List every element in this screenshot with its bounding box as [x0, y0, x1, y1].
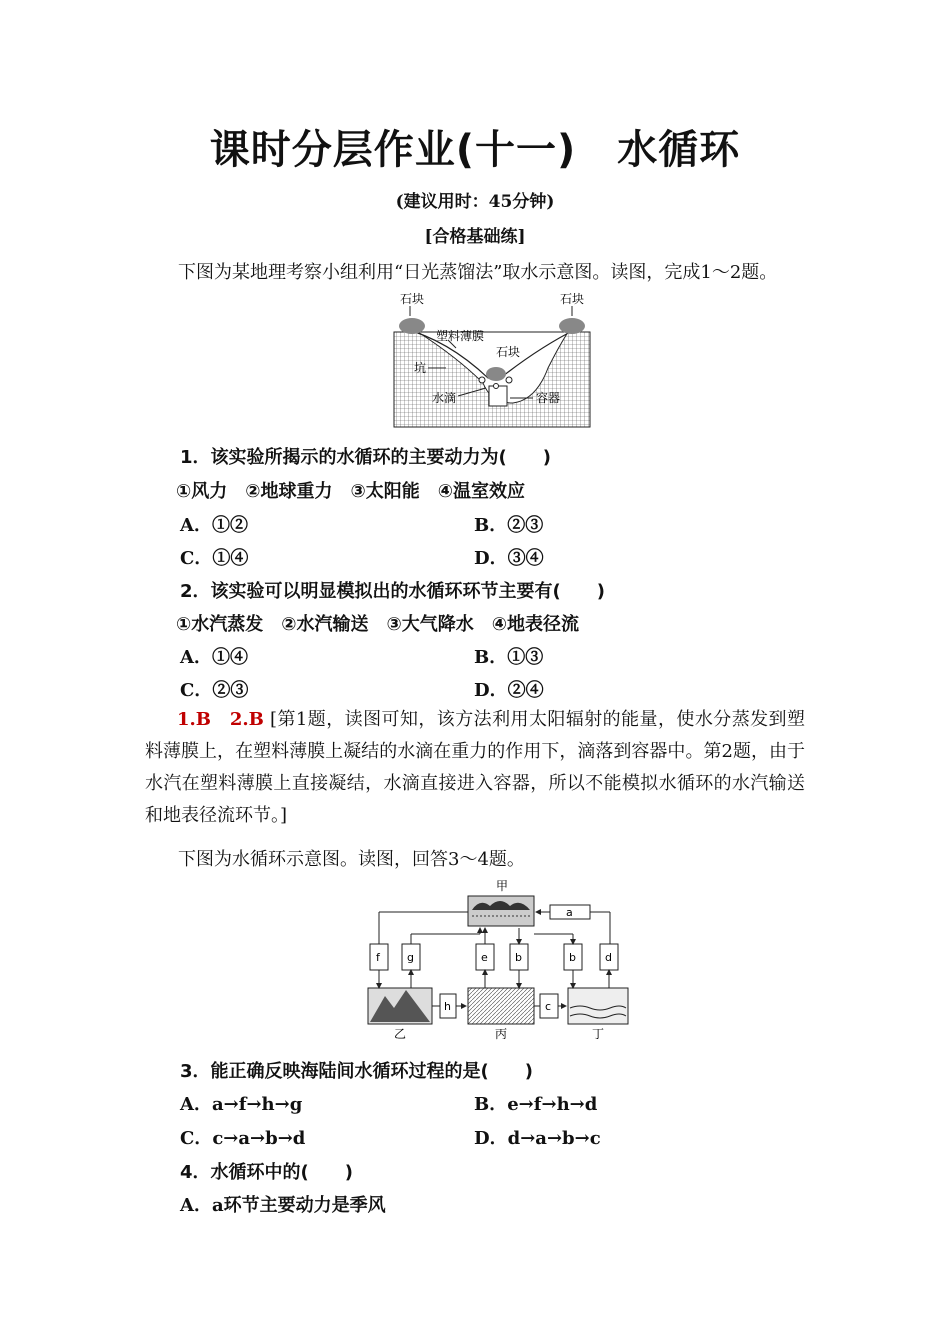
- q2-items: ①水汽蒸发 ②水汽输送 ③大气降水 ④地表径流: [176, 614, 579, 635]
- fig1-label: 石块: [560, 292, 585, 306]
- section-heading: [合格基础练]: [424, 227, 526, 247]
- q2-stem: 2．该实验可以明显模拟出的水循环环节主要有( ): [180, 581, 605, 602]
- answer-key: 1.B 2.B: [177, 709, 264, 730]
- stone-center: [486, 367, 506, 381]
- answer-text: [第1题，读图可知，该方法利用太阳辐射的能量，使水分蒸发到塑料薄膜上，在塑料薄膜上凝结的水滴在重力的作用下，滴落到容器中。第2题，由于水汽在塑料薄膜上直接凝结，水滴直接进入容器，所以不能模拟水循环的水汽输送和地表径流环节。]: [145, 709, 805, 826]
- intro-q1-2: 下图为某地理考察小组利用“日光蒸馏法”取水示意图。读图，完成1～2题。: [178, 262, 778, 283]
- solar-distillation-figure: [388, 288, 594, 430]
- fig1-label: 石块: [400, 292, 425, 306]
- fig2-box-label: d: [605, 951, 612, 964]
- q3-option-b[interactable]: B．e→f→h→d: [474, 1094, 598, 1115]
- q3-stem: 3．能正确反映海陆间水循环过程的是( ): [180, 1061, 533, 1082]
- q1-option-a[interactable]: A．①②: [180, 515, 248, 536]
- q3-option-c[interactable]: C．c→a→b→d: [180, 1128, 306, 1149]
- q1-option-c[interactable]: C．①④: [180, 548, 249, 569]
- q1-option-b[interactable]: B．②③: [474, 515, 544, 536]
- container: [489, 386, 507, 406]
- q2-option-c[interactable]: C．②③: [180, 680, 249, 701]
- suggested-time: (建议用时：45分钟): [395, 192, 555, 212]
- fig1-label: 坑: [414, 361, 427, 375]
- answer-explanation-1-2: [145, 704, 805, 832]
- q4-stem: 4．水循环中的( ): [180, 1162, 353, 1183]
- fig1-label: 石块: [496, 345, 521, 359]
- fig2-label-jia: 甲: [496, 879, 509, 893]
- page-title: 课时分层作业(十一) 水循环: [209, 127, 741, 173]
- fig2-box-label: h: [444, 1000, 451, 1013]
- stone-right: [559, 318, 585, 334]
- fig2-box-label: a: [566, 906, 573, 919]
- fig2-box-label: b: [569, 951, 576, 964]
- q3-option-a[interactable]: A．a→f→h→g: [180, 1094, 303, 1115]
- fig1-label: 水滴: [432, 391, 457, 405]
- water-cycle-figure: [360, 876, 630, 1044]
- fig2-label-yi: 乙: [394, 1027, 407, 1041]
- q2-option-b[interactable]: B．①③: [474, 647, 544, 668]
- fig1-label: 塑料薄膜: [436, 329, 485, 343]
- q1-stem: 1．该实验所揭示的水循环的主要动力为( ): [180, 447, 551, 468]
- stone-left: [399, 318, 425, 334]
- fig2-box-label: e: [481, 951, 488, 964]
- box-jia: [468, 896, 534, 926]
- q1-items: ①风力 ②地球重力 ③太阳能 ④温室效应: [176, 481, 525, 502]
- fig2-label-bing: 丙: [495, 1027, 508, 1041]
- fig2-box-label: f: [376, 951, 380, 964]
- fig2-label-ding: 丁: [592, 1027, 605, 1041]
- q1-option-d[interactable]: D．③④: [474, 548, 544, 569]
- q4-option-a[interactable]: A．a环节主要动力是季风: [180, 1195, 386, 1216]
- q2-option-a[interactable]: A．①④: [180, 647, 248, 668]
- fig2-box-label: g: [407, 951, 414, 964]
- box-bing: [468, 988, 534, 1024]
- q2-option-d[interactable]: D．②④: [474, 680, 544, 701]
- fig1-label: 容器: [536, 391, 561, 405]
- q3-option-d[interactable]: D．d→a→b→c: [474, 1128, 601, 1149]
- fig2-box-label: c: [545, 1000, 552, 1013]
- fig2-box-label: b: [515, 951, 522, 964]
- intro-q3-4: 下图为水循环示意图。读图，回答3～4题。: [178, 849, 525, 870]
